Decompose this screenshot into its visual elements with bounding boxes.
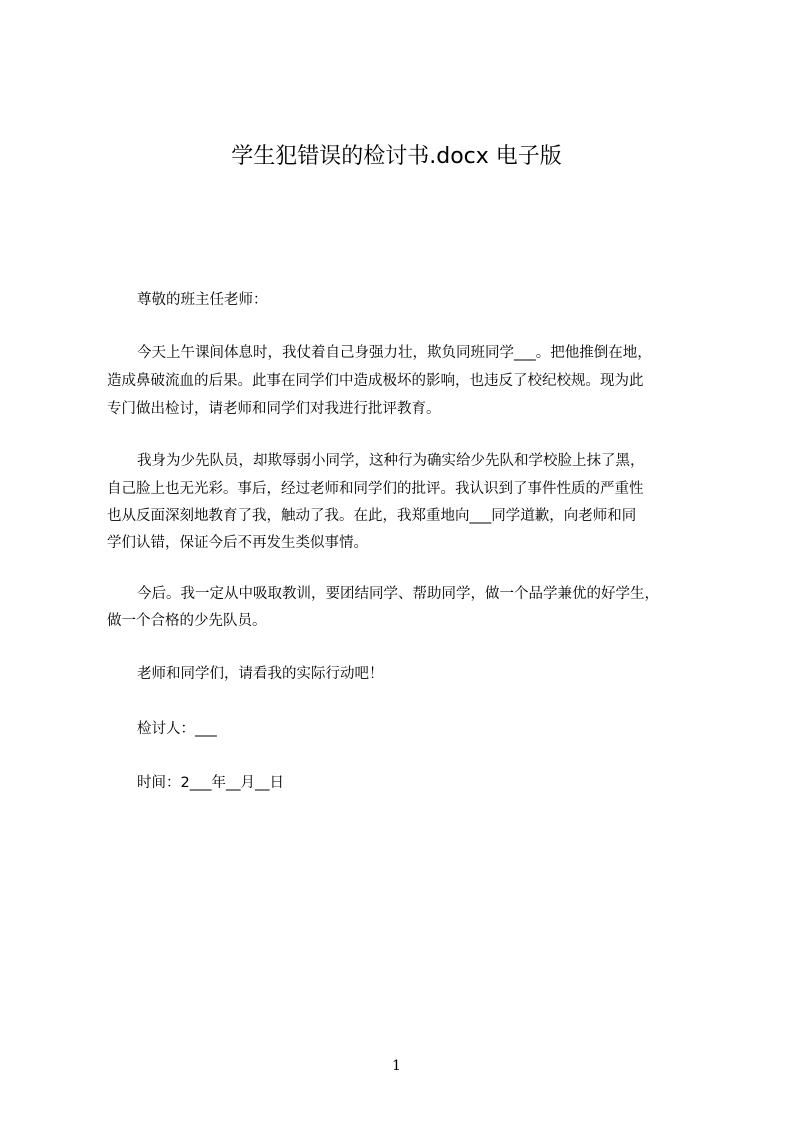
paragraph-line: 专门做出检讨，请老师和同学们对我进行批评教育。: [107, 401, 441, 417]
paragraph-line: 自己脸上也无光彩。事后，经过老师和同学们的批评。我认识到了事件性质的严重性: [107, 481, 644, 497]
date-line: 时间：2___年__月__日: [137, 775, 284, 791]
signer-line: 检讨人：___: [137, 721, 217, 737]
paragraph-line: 学们认错，保证今后不再发生类似事情。: [107, 535, 368, 551]
paragraph-line: 造成鼻破流血的后果。此事在同学们中造成极坏的影响，也违反了校纪校规。现为此: [107, 373, 644, 389]
document-title: 学生犯错误的检讨书.docx 电子版: [231, 144, 562, 169]
paragraph-line: 今后。我一定从中吸取教训，要团结同学、帮助同学，做一个品学兼优的好学生，: [137, 586, 659, 602]
paragraph-line: 也从反面深刻地教育了我，触动了我。在此，我郑重地向___同学道歉，向老师和同: [107, 508, 637, 524]
paragraph-line: 我身为少先队员，却欺辱弱小同学，这种行为确实给少先队和学校脸上抹了黑，: [137, 453, 645, 469]
paragraph-line: 做一个合格的少先队员。: [107, 613, 267, 629]
closing-line: 老师和同学们，请看我的实际行动吧！: [137, 666, 384, 682]
page-number: 1: [392, 1058, 401, 1074]
salutation: 尊敬的班主任老师：: [137, 292, 268, 308]
paragraph-line: 今天上午课间体息时，我仗着自己身强力壮，欺负同班同学___。把他推倒在地，: [137, 345, 652, 361]
